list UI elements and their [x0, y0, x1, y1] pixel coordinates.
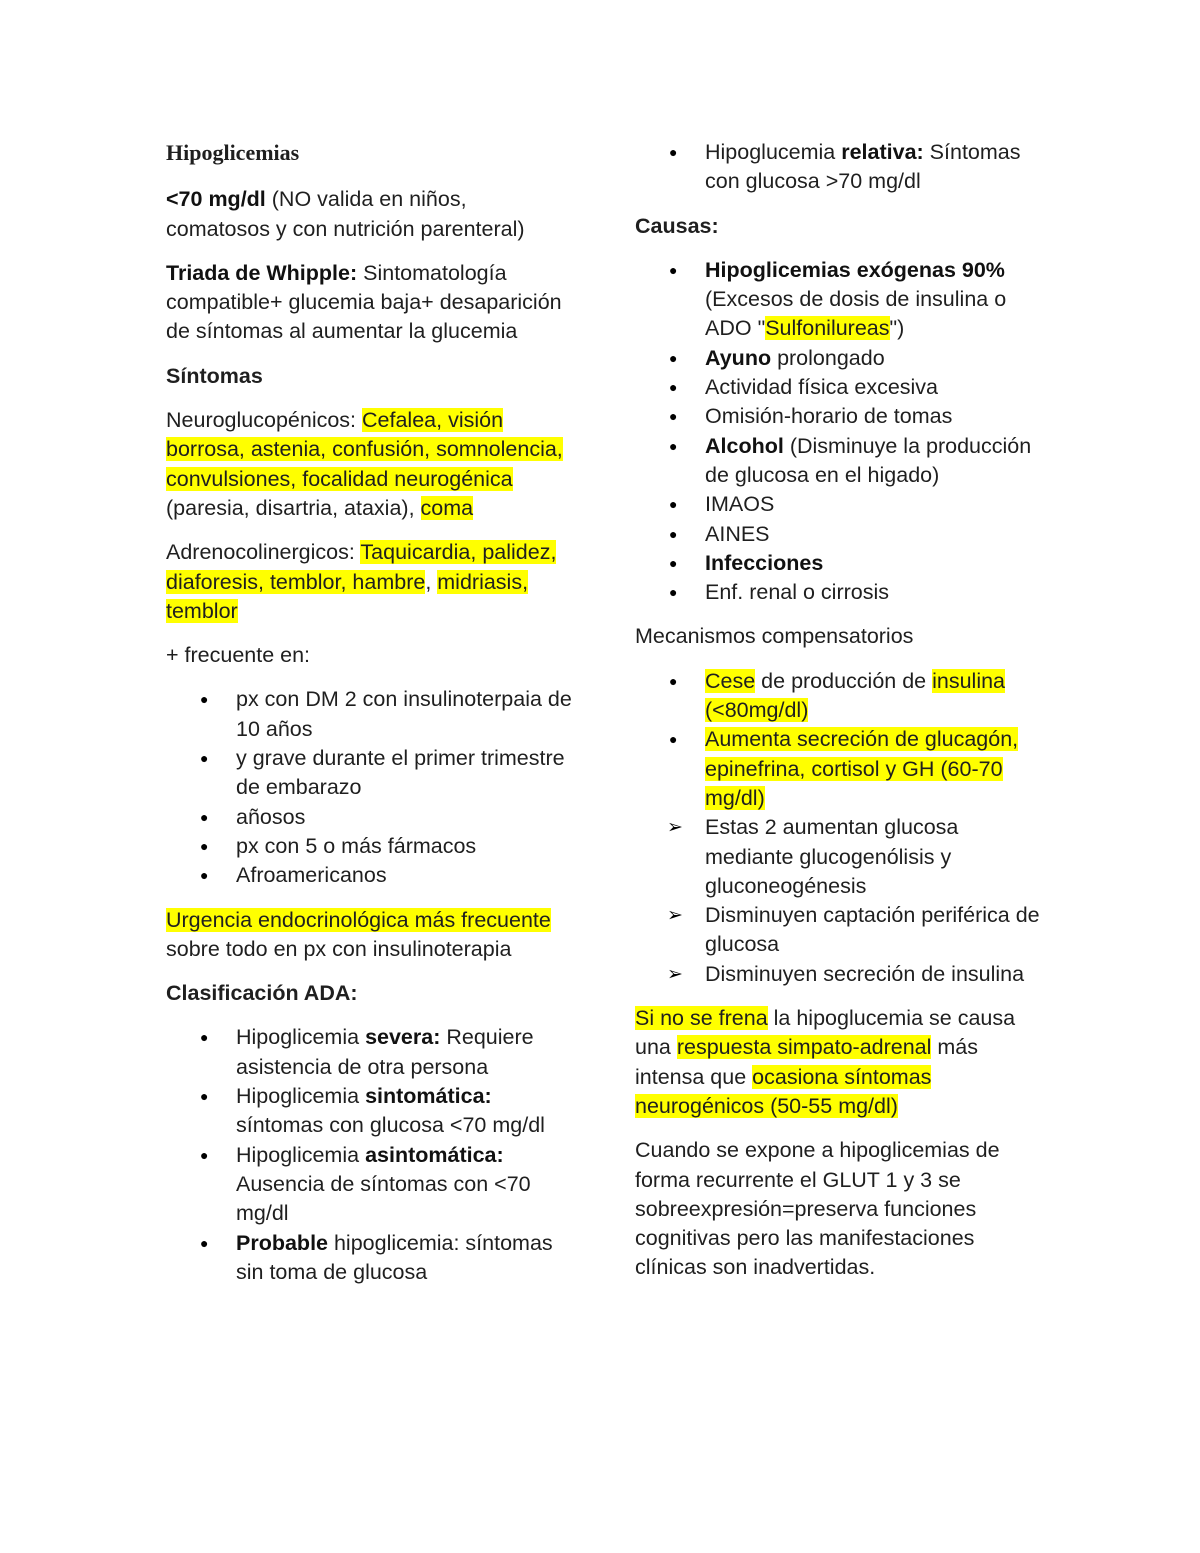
- frequent-label: + frecuente en:: [166, 643, 311, 668]
- item-post: Ausencia de síntomas con <70 mg/dl: [236, 1171, 531, 1226]
- item-post: (Disminuye la producción de glucosa en el higado): [705, 433, 1032, 487]
- urgency-highlight: Urgencia endocrinológica más frecuente: [166, 907, 551, 932]
- item-highlight: Aumenta secreción de glucagón, epinefrina, cortisol y GH (60-70 mg/dl): [705, 727, 1019, 810]
- response-paragraph: [635, 1004, 1045, 1121]
- response-highlight-3: ocasiona síntomas neurogénicos (50-55 mg/dl): [635, 1064, 932, 1118]
- list-item: ● px con 5 o más fármacos: [166, 832, 576, 861]
- item-bold: sintomática:: [365, 1084, 492, 1109]
- whipple-paragraph: [166, 259, 576, 347]
- ada-list: [166, 1023, 576, 1287]
- threshold-note: (NO valida en niños, comatosos y con nutrición parenteral): [166, 187, 525, 241]
- item-bold: asintomática:: [365, 1142, 504, 1167]
- list-item: [166, 1082, 576, 1141]
- urgency-paragraph: [166, 906, 576, 965]
- item-text: de producción de: [755, 668, 933, 693]
- list-item: ● Actividad física excesiva: [635, 373, 1045, 402]
- ada-heading: Clasificación ADA:: [166, 981, 358, 1006]
- list-item: ● AINES: [635, 520, 1045, 549]
- item-pre: Hipoglicemia: [236, 1084, 366, 1109]
- arrow-list-item: ➢ Disminuyen secreción de insulina: [635, 960, 1045, 989]
- response-text-1: la hipoglucemia se causa una: [635, 1006, 1016, 1060]
- arrow-list-item: ➢ Disminuyen captación periférica de glucosa: [635, 901, 1045, 960]
- threshold-paragraph: [166, 185, 576, 244]
- page-title: Hipoglicemias: [166, 140, 300, 165]
- adreno-label: Adrenocolinergicos:: [166, 540, 361, 565]
- item-highlight: Sulfonilureas: [765, 316, 890, 341]
- item-bold: severa:: [365, 1025, 441, 1050]
- response-text-2: más intensa que: [635, 1035, 979, 1089]
- right-column: [635, 138, 1045, 1298]
- item-post: prolongado: [771, 345, 885, 370]
- mechanisms-list: [635, 667, 1045, 989]
- list-item: ● añosos: [166, 803, 576, 832]
- symptoms-heading: Síntomas: [166, 363, 263, 388]
- item-bold: Infecciones: [705, 550, 824, 575]
- adreno-paragraph: [166, 538, 576, 626]
- threshold-value: <70 mg/dl: [166, 187, 266, 212]
- item-pre: (Excesos de dosis de insulina o ADO ": [705, 287, 1007, 341]
- left-column: [166, 138, 576, 1302]
- recurrent-paragraph: Cuando se expone a hipoglicemias de forma recurrente el GLUT 1 y 3 se sobreexpresión=preserva funciones cognitivas pero las manifestaciones clínicas son inadvertidas.: [635, 1138, 1000, 1280]
- neuro-rest: (paresia, disartria, ataxia),: [166, 495, 421, 520]
- causes-heading: Causas:: [635, 213, 719, 238]
- response-highlight-2: respuesta simpato-adrenal: [676, 1035, 932, 1060]
- item-bold: Ayuno: [705, 345, 772, 370]
- list-item: [635, 432, 1045, 491]
- item-post: Síntomas con glucosa >70 mg/dl: [705, 140, 1021, 194]
- frequent-list: [166, 685, 576, 890]
- arrow-list-item: ➢ Estas 2 aumentan glucosa mediante glucogenólisis y gluconeogénesis: [635, 813, 1045, 901]
- list-item: [635, 344, 1045, 373]
- ada-list-continued: [635, 138, 1045, 197]
- item-bold: relativa:: [841, 140, 924, 164]
- list-item: [166, 1229, 576, 1288]
- whipple-text: Sintomatología compatible+ glucemia baja+ desaparición de síntomas al aumentar la glucemia: [166, 260, 562, 344]
- item-post: Requiere asistencia de otra persona: [236, 1025, 534, 1079]
- response-highlight-1: Si no se frena: [635, 1006, 768, 1031]
- item-pre: Hipoglicemia: [236, 1142, 366, 1167]
- item-bold: Alcohol: [705, 433, 784, 458]
- item-bold: Hipoglicemias exógenas 90%: [705, 257, 1005, 282]
- adreno-highlight-2: midriasis, temblor: [166, 569, 529, 623]
- list-item: [635, 725, 1045, 813]
- item-post: síntomas con glucosa <70 mg/dl: [236, 1113, 545, 1138]
- item-bold: Probable: [236, 1230, 328, 1255]
- list-item: [635, 549, 1045, 578]
- item-pre: Hipoglucemia: [705, 140, 842, 164]
- item-post: hipoglicemia: síntomas sin toma de glucosa: [236, 1230, 553, 1284]
- adreno-highlight-1: Taquicardia, palidez, diaforesis, temblor, hambre: [166, 540, 557, 594]
- list-item: ● y grave durante el primer trimestre de embarazo: [166, 744, 576, 803]
- neuro-label: Neuroglucopénicos:: [166, 408, 363, 433]
- list-item: ● Omisión-horario de tomas: [635, 402, 1045, 431]
- neuro-paragraph: [166, 406, 576, 523]
- list-item: [635, 138, 1045, 197]
- neuro-coma: coma: [420, 495, 474, 520]
- list-item: ● px con DM 2 con insulinoterpaia de 10 años: [166, 685, 576, 744]
- list-item: [635, 256, 1045, 344]
- item-highlight: Cese: [705, 668, 756, 693]
- item-highlight: insulina (<80mg/dl): [705, 668, 1006, 723]
- list-item: ● IMAOS: [635, 490, 1045, 519]
- list-item: ● Enf. renal o cirrosis: [635, 578, 1045, 607]
- list-item: [166, 1023, 576, 1082]
- list-item: [166, 1141, 576, 1229]
- whipple-label: Triada de Whipple:: [166, 260, 358, 285]
- causes-list: [635, 256, 1045, 608]
- item-post: "): [889, 316, 905, 341]
- list-item: ● Afroamericanos: [166, 861, 576, 890]
- urgency-rest: sobre todo en px con insulinoterapia: [166, 936, 512, 961]
- adreno-comma: ,: [425, 569, 438, 594]
- neuro-highlight: Cefalea, visión borrosa, astenia, confusión, somnolencia, convulsiones, focalidad neurogénica: [166, 408, 563, 491]
- mechanisms-heading: Mecanismos compensatorios: [635, 624, 914, 649]
- item-pre: Hipoglicemia: [236, 1025, 366, 1050]
- list-item: [635, 667, 1045, 726]
